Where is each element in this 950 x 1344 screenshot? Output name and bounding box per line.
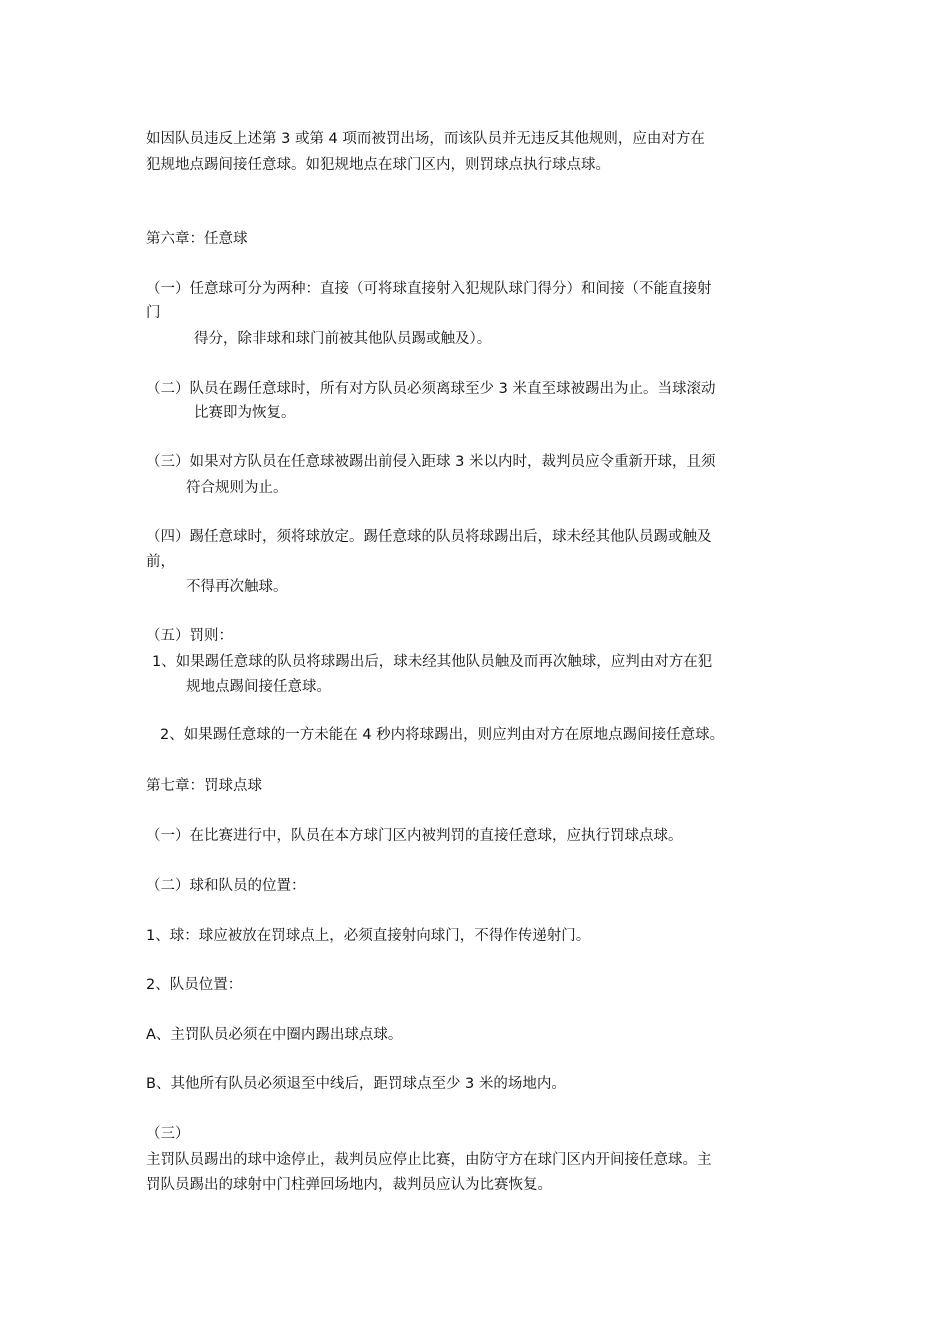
ch6-item5-title: （五）罚则： <box>146 628 233 644</box>
ch6-item4-line-2: 前， <box>146 554 175 570</box>
ch6-item4-line-1: （四）踢任意球时，须将球放定。踢任意球的队员将球踢出后，球未经其他队员踢或触及 <box>146 529 712 545</box>
chapter7-title: 第七章：罚球点球 <box>146 778 262 794</box>
intro-line-1: 如因队员违反上述第 3 或第 4 项而被罚出场，而该队员并无违反其他规则，应由对方在 <box>146 131 705 147</box>
chapter6-title: 第六章：任意球 <box>146 231 248 247</box>
ch6-item1-line-2: 门 <box>146 305 161 321</box>
ch7-item1: （一）在比赛进行中，队员在本方球门区内被判罚的直接任意球，应执行罚球点球。 <box>146 828 683 844</box>
ch6-item2-line-2: 比赛即为恢复。 <box>194 405 296 421</box>
ch6-item3-line-2: 符合规则为止。 <box>186 480 288 496</box>
ch6-item1-line-1: （一）任意球可分为两种：直接（可将球直接射入犯规队球门得分）和间接（不能直接射 <box>146 281 712 297</box>
ch7-sub-b: B、其他所有队员必须退至中线后，距罚球点至少 3 米的场地内。 <box>146 1076 566 1092</box>
ch6-item5-rule1-line-2: 规地点踢间接任意球。 <box>186 679 331 695</box>
ch7-item3-line-1: 主罚队员踢出的球中途停止，裁判员应停止比赛，由防守方在球门区内开间接任意球。主 <box>146 1152 712 1168</box>
ch7-item3-label: （三） <box>146 1126 190 1142</box>
ch7-sub-a: A、主罚队员必须在中圈内踢出球点球。 <box>146 1027 403 1043</box>
ch6-item5-rule1-line-1: 1、如果踢任意球的队员将球踢出后，球未经其他队员触及而再次触球，应判由对方在犯 <box>152 654 713 670</box>
ch6-item5-rule2: 2、如果踢任意球的一方未能在 4 秒内将球踢出，则应判由对方在原地点踢间接任意球。 <box>160 727 725 743</box>
ch6-item4-line-3: 不得再次触球。 <box>186 579 288 595</box>
intro-line-2: 犯规地点踢间接任意球。如犯规地点在球门区内，则罚球点执行球点球。 <box>146 157 610 173</box>
ch7-sub2: 2、队员位置： <box>146 977 243 993</box>
ch6-item1-line-3: 得分，除非球和球门前被其他队员踢或触及）。 <box>194 331 492 347</box>
ch7-item3-line-2: 罚队员踢出的球射中门柱弹回场地内，裁判员应认为比赛恢复。 <box>146 1177 552 1193</box>
ch7-sub1: 1、球：球应被放在罚球点上，必须直接射向球门，不得作传递射门。 <box>146 928 591 944</box>
ch6-item3-line-1: （三）如果对方队员在任意球被踢出前侵入距球 3 米以内时，裁判员应令重新开球，且须 <box>146 454 716 470</box>
ch7-item2: （二）球和队员的位置： <box>146 878 306 894</box>
ch6-item2-line-1: （二）队员在踢任意球时，所有对方队员必须离球至少 3 米直至球被踢出为止。当球滚动 <box>146 381 716 397</box>
